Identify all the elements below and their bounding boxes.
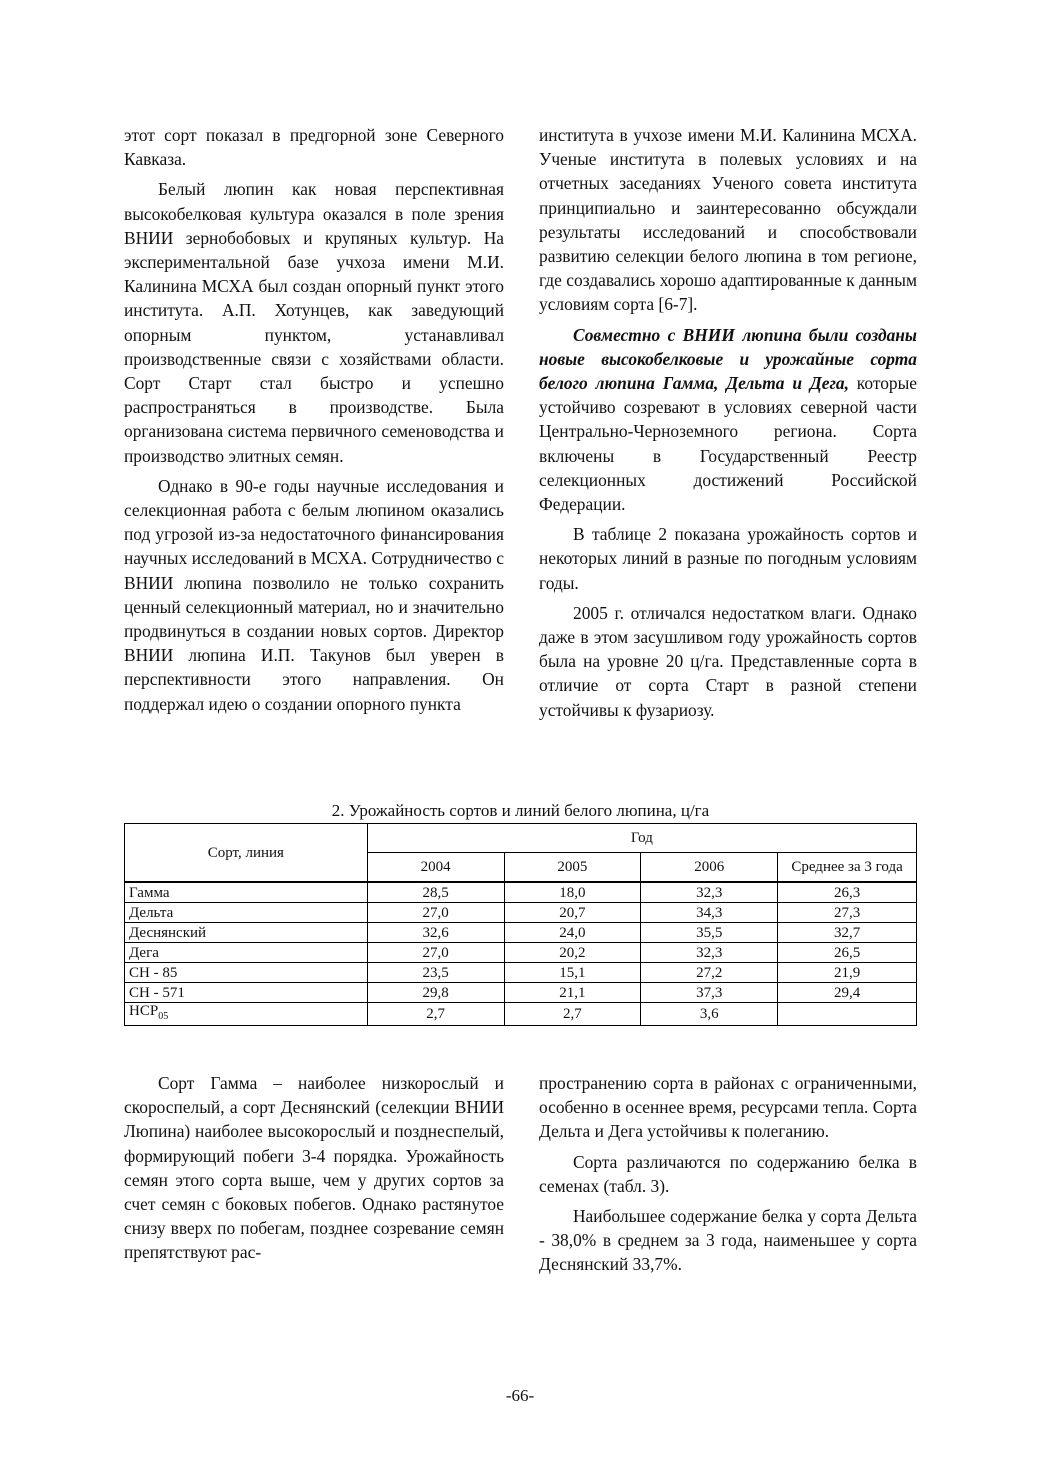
table-cell: 2,7 xyxy=(504,1003,641,1026)
column-header-2005: 2005 xyxy=(504,853,641,883)
table-cell: 34,3 xyxy=(641,903,778,923)
paragraph: В таблице 2 показана урожайность сортов и некоторых линий в разные по погодным условиям годы. xyxy=(539,524,917,593)
table-cell: 28,5 xyxy=(367,882,504,903)
paragraph: Сорта различаются по содержанию белка в семенах (табл. 3). xyxy=(539,1151,917,1196)
text-column-top-right xyxy=(539,123,917,722)
row-label: Деснянский xyxy=(125,923,368,943)
paragraph: пространению сорта в районах с ограниченными, особенно в осеннее время, ресурсами тепла. Сорта Дельта и Дега устойчивы к полеганию. xyxy=(539,1073,917,1142)
table-cell: 3,6 xyxy=(641,1003,778,1026)
table-cell: 29,4 xyxy=(778,983,917,1003)
paragraph: Сорт Гамма – наиболее низкорослый и скороспелый, а сорт Деснянский (селекции ВНИИ Люпина) наиболее высокорослый и позднеспелый, формирующий побеги 3-4 порядка. Урожайность семян этого сорта выше, чем у других сортов за счет семян с боковых побегов. Однако растянутое снизу вверх по побегам, позднее созревание семян препятствуют рас- xyxy=(124,1073,504,1263)
paragraph: Белый люпин как новая перспективная высокобелковая культура оказался в поле зрения ВНИИ зернобобовых и крупяных культур. На экспериментальной базе учхоза имени М.И. Калинина МСХА был создан опорный пункт этого института. А.П. Хотунцев, как заведующий опорным пунктом, устанавливал производственные связи с хозяйствами области. Сорт Старт стал быстро и успешно распространяться в производстве. Была организована система первичного семеноводства и производство элитных семян. xyxy=(124,179,504,466)
table-cell: 37,3 xyxy=(641,983,778,1003)
table-row xyxy=(125,963,917,983)
paragraph: Однако в 90-е годы научные исследования и селекционная работа с белым люпином оказались под угрозой из-за недостаточного финансирования научных исследований в МСХА. Сотрудничество с ВНИИ люпина позволило не только сохранить ценный селекционный материал, но и значительно продвинуться в создании новых сортов. Директор ВНИИ люпина И.П. Такунов был уверен в перспективности этого направления. Он поддержал идею о создании опорного пункта xyxy=(124,475,504,714)
table-cell: 27,3 xyxy=(778,903,917,923)
table-cell: 18,0 xyxy=(504,882,641,903)
table-cell: 32,7 xyxy=(778,923,917,943)
table-caption: 2. Урожайность сортов и линий белого люпина, ц/га xyxy=(331,801,710,820)
table-row xyxy=(125,923,917,943)
text-column-bottom-left xyxy=(124,1071,504,1265)
page-number: -66- xyxy=(505,1386,535,1405)
table-cell: 2,7 xyxy=(367,1003,504,1026)
row-label: СН - 85 xyxy=(125,963,368,983)
table-cell: 21,9 xyxy=(778,963,917,983)
table-cell: 35,5 xyxy=(641,923,778,943)
table-row xyxy=(125,903,917,923)
paragraph: Наибольшее содержание белка у сорта Дельта - 38,0% в среднем за 3 года, наименьшее у сорта Деснянский 33,7%. xyxy=(539,1206,917,1275)
table-row xyxy=(125,983,917,1003)
paragraph: института в учхозе имени М.И. Калинина МСХА. Ученые института в полевых условиях и на отчетных заседаниях Ученого совета института принципиально и заинтересованно обсуждали результаты исследований и способствовали развитию селекции белого люпина в том регионе, где создавались хорошо адаптированные к данным условиям сорта [6-7]. xyxy=(539,125,917,315)
text-column-top-left xyxy=(124,123,504,716)
row-label: Гамма xyxy=(125,882,368,903)
paragraph: этот сорт показал в предгорной зоне Северного Кавказа. xyxy=(124,125,504,170)
row-label: СН - 571 xyxy=(125,983,368,1003)
hcp-subscript: 05 xyxy=(158,1011,169,1022)
column-header-2006: 2006 xyxy=(641,853,778,883)
column-header-year: Год xyxy=(367,824,916,853)
emphasized-text: Совместно с ВНИИ люпина были созданы новые высокобелковые и урожайные сорта белого люпина Гамма, Дельта и Дега, xyxy=(539,324,917,394)
row-label-hcp xyxy=(125,1003,368,1026)
table-cell: 24,0 xyxy=(504,923,641,943)
row-label: Дельта xyxy=(125,903,368,923)
table-cell: 26,5 xyxy=(778,943,917,963)
table-row xyxy=(125,943,917,963)
column-header-average: Среднее за 3 года xyxy=(778,853,917,883)
column-header-variety: Сорт, линия xyxy=(125,824,368,883)
table-cell: 21,1 xyxy=(504,983,641,1003)
yield-table xyxy=(124,823,917,1026)
table-cell: 20,7 xyxy=(504,903,641,923)
table-cell: 27,0 xyxy=(367,943,504,963)
table-cell: 15,1 xyxy=(504,963,641,983)
table-cell: 27,0 xyxy=(367,903,504,923)
table-row xyxy=(125,882,917,903)
row-label: Дега xyxy=(125,943,368,963)
table-cell: 32,6 xyxy=(367,923,504,943)
paragraph: 2005 г. отличался недостатком влаги. Однако даже в этом засушливом году урожайность сортов была на уровне 20 ц/га. Представленные сорта в отличие от сорта Старт в разной степени устойчивы к фузариозу. xyxy=(539,602,917,720)
table-row-hcp xyxy=(125,1003,917,1026)
table-cell: 32,3 xyxy=(641,882,778,903)
paragraph-text: которые устойчиво созревают в условиях северной части Центрально-Черноземного региона. Сорта включены в Государственный Реестр селекционных достижений Российской Федерации. xyxy=(539,373,917,515)
table-cell: 20,2 xyxy=(504,943,641,963)
table-cell: 23,5 xyxy=(367,963,504,983)
table-cell xyxy=(778,1003,917,1026)
table-cell: 32,3 xyxy=(641,943,778,963)
hcp-label: НСР xyxy=(129,1003,159,1019)
table-cell: 29,8 xyxy=(367,983,504,1003)
table-cell: 27,2 xyxy=(641,963,778,983)
table-header-row xyxy=(125,824,917,853)
paragraph xyxy=(539,323,917,517)
table-cell: 26,3 xyxy=(778,882,917,903)
text-column-bottom-right xyxy=(539,1071,917,1277)
column-header-2004: 2004 xyxy=(367,853,504,883)
